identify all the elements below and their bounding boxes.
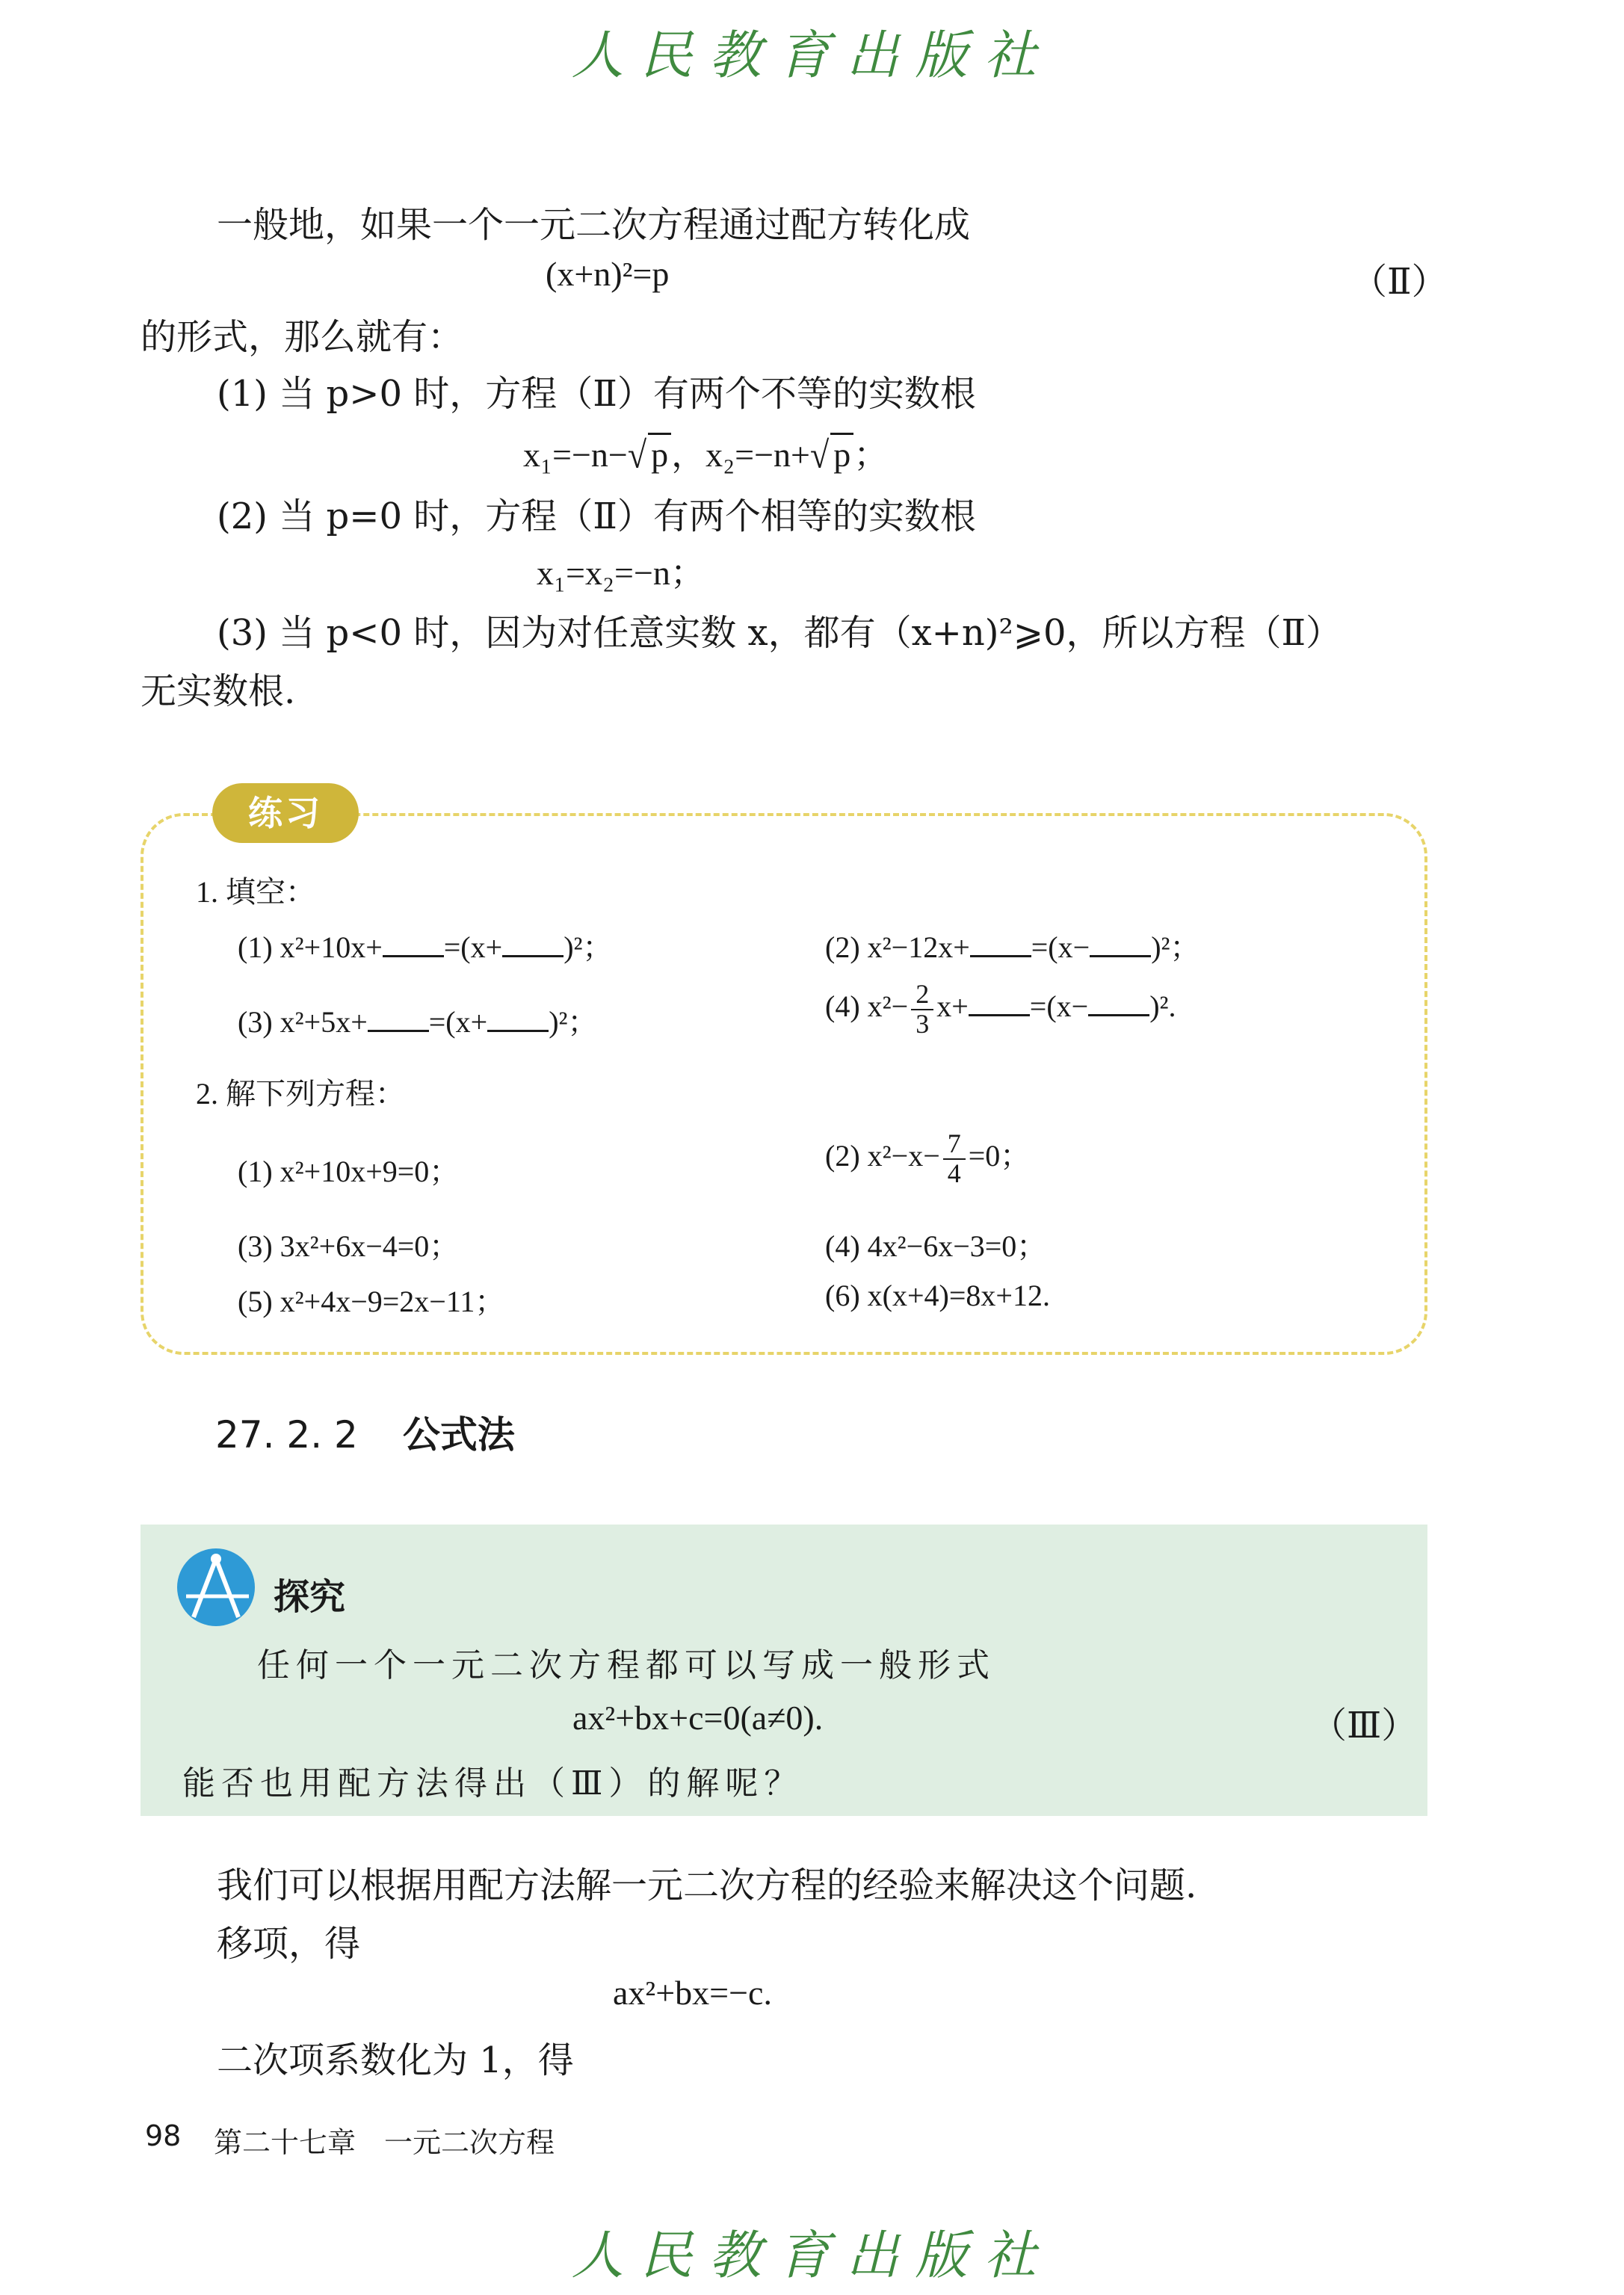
practice-q1-item-3: (3) x²+5x+ =(x+ )²； — [238, 1005, 598, 1039]
case-3-continuation: 无实数根. — [141, 670, 296, 712]
after-line-1: 我们可以根据用配方法解一元二次方程的经验来解决这个问题. — [217, 1865, 1197, 1906]
after-line-2: 移项，得 — [217, 1923, 361, 1965]
explore-line-3: 能否也用配方法得出（Ⅲ）的解呢？ — [182, 1764, 803, 1803]
chapter-title: 第二十七章 一元二次方程 — [214, 2126, 555, 2159]
equation-ii: (x+n)²=p — [546, 255, 670, 293]
explore-equation: ax²+bx+c=0(a≠0). — [572, 1699, 824, 1737]
section-title: 公式法 — [402, 1413, 515, 1457]
practice-q1-item-1: (1) x²+10x+ =(x+ )²； — [238, 930, 613, 964]
publisher-logo-top: 人民教育出版社 — [571, 25, 1053, 86]
publisher-logo-bottom: 人民教育出版社 — [571, 2225, 1053, 2286]
practice-q2-title: 2. 解下列方程： — [196, 1077, 405, 1111]
case-1-roots: x₁=−n−√ p，x₂=−n+√ p； — [523, 433, 889, 476]
practice-q1-item-4: (4) x²− $\frac{2}{3}$ x+ =(x− )². — [825, 979, 1176, 1039]
case-1-text: (1) 当 p>0 时，方程（Ⅱ）有两个不等的实数根 — [217, 373, 976, 415]
after-equation: ax²+bx=−c. — [613, 1974, 772, 2012]
practice-q2-item-4: (4) 4x²−6x−3=0； — [825, 1229, 1047, 1263]
equation-ii-tag: （Ⅱ） — [1351, 261, 1448, 303]
intro-line-3: 的形式，那么就有： — [141, 316, 464, 358]
practice-q2-item-3: (3) 3x²+6x−4=0； — [238, 1229, 460, 1263]
practice-q2-item-2: (2) x²−x− $\frac{7}{4}$ =0； — [825, 1128, 1031, 1188]
explore-equation-tag: （Ⅲ） — [1311, 1705, 1418, 1746]
practice-q1-item-2: (2) x²−12x+ =(x− )²； — [825, 930, 1200, 964]
page-number: 98 — [145, 2119, 182, 2152]
explore-label: 探究 — [274, 1576, 346, 1618]
practice-q2-item-1: (1) x²+10x+9=0； — [238, 1155, 460, 1188]
practice-q2-item-6: (6) x(x+4)=8x+12. — [825, 1279, 1050, 1312]
explore-line-1: 任何一个一元二次方程都可以写成一般形式 — [257, 1646, 995, 1684]
practice-q1-title: 1. 填空： — [196, 875, 315, 909]
section-heading — [215, 1405, 515, 1459]
case-3-text: (3) 当 p<0 时，因为对任意实数 x，都有（x+n)²⩾0，所以方程（Ⅱ） — [217, 612, 1342, 654]
section-number: 27. 2. 2 — [215, 1413, 358, 1457]
practice-title: 练习 — [212, 783, 359, 843]
practice-q2-item-5: (5) x²+4x−9=2x−11； — [238, 1285, 505, 1318]
after-line-4: 二次项系数化为 1，得 — [217, 2039, 574, 2081]
intro-line-1: 一般地，如果一个一元二次方程通过配方转化成 — [217, 204, 971, 246]
compass-icon — [177, 1548, 255, 1626]
case-2-roots: x₁=x₂=−n； — [537, 554, 705, 592]
case-2-text: (2) 当 p=0 时，方程（Ⅱ）有两个相等的实数根 — [217, 495, 976, 537]
